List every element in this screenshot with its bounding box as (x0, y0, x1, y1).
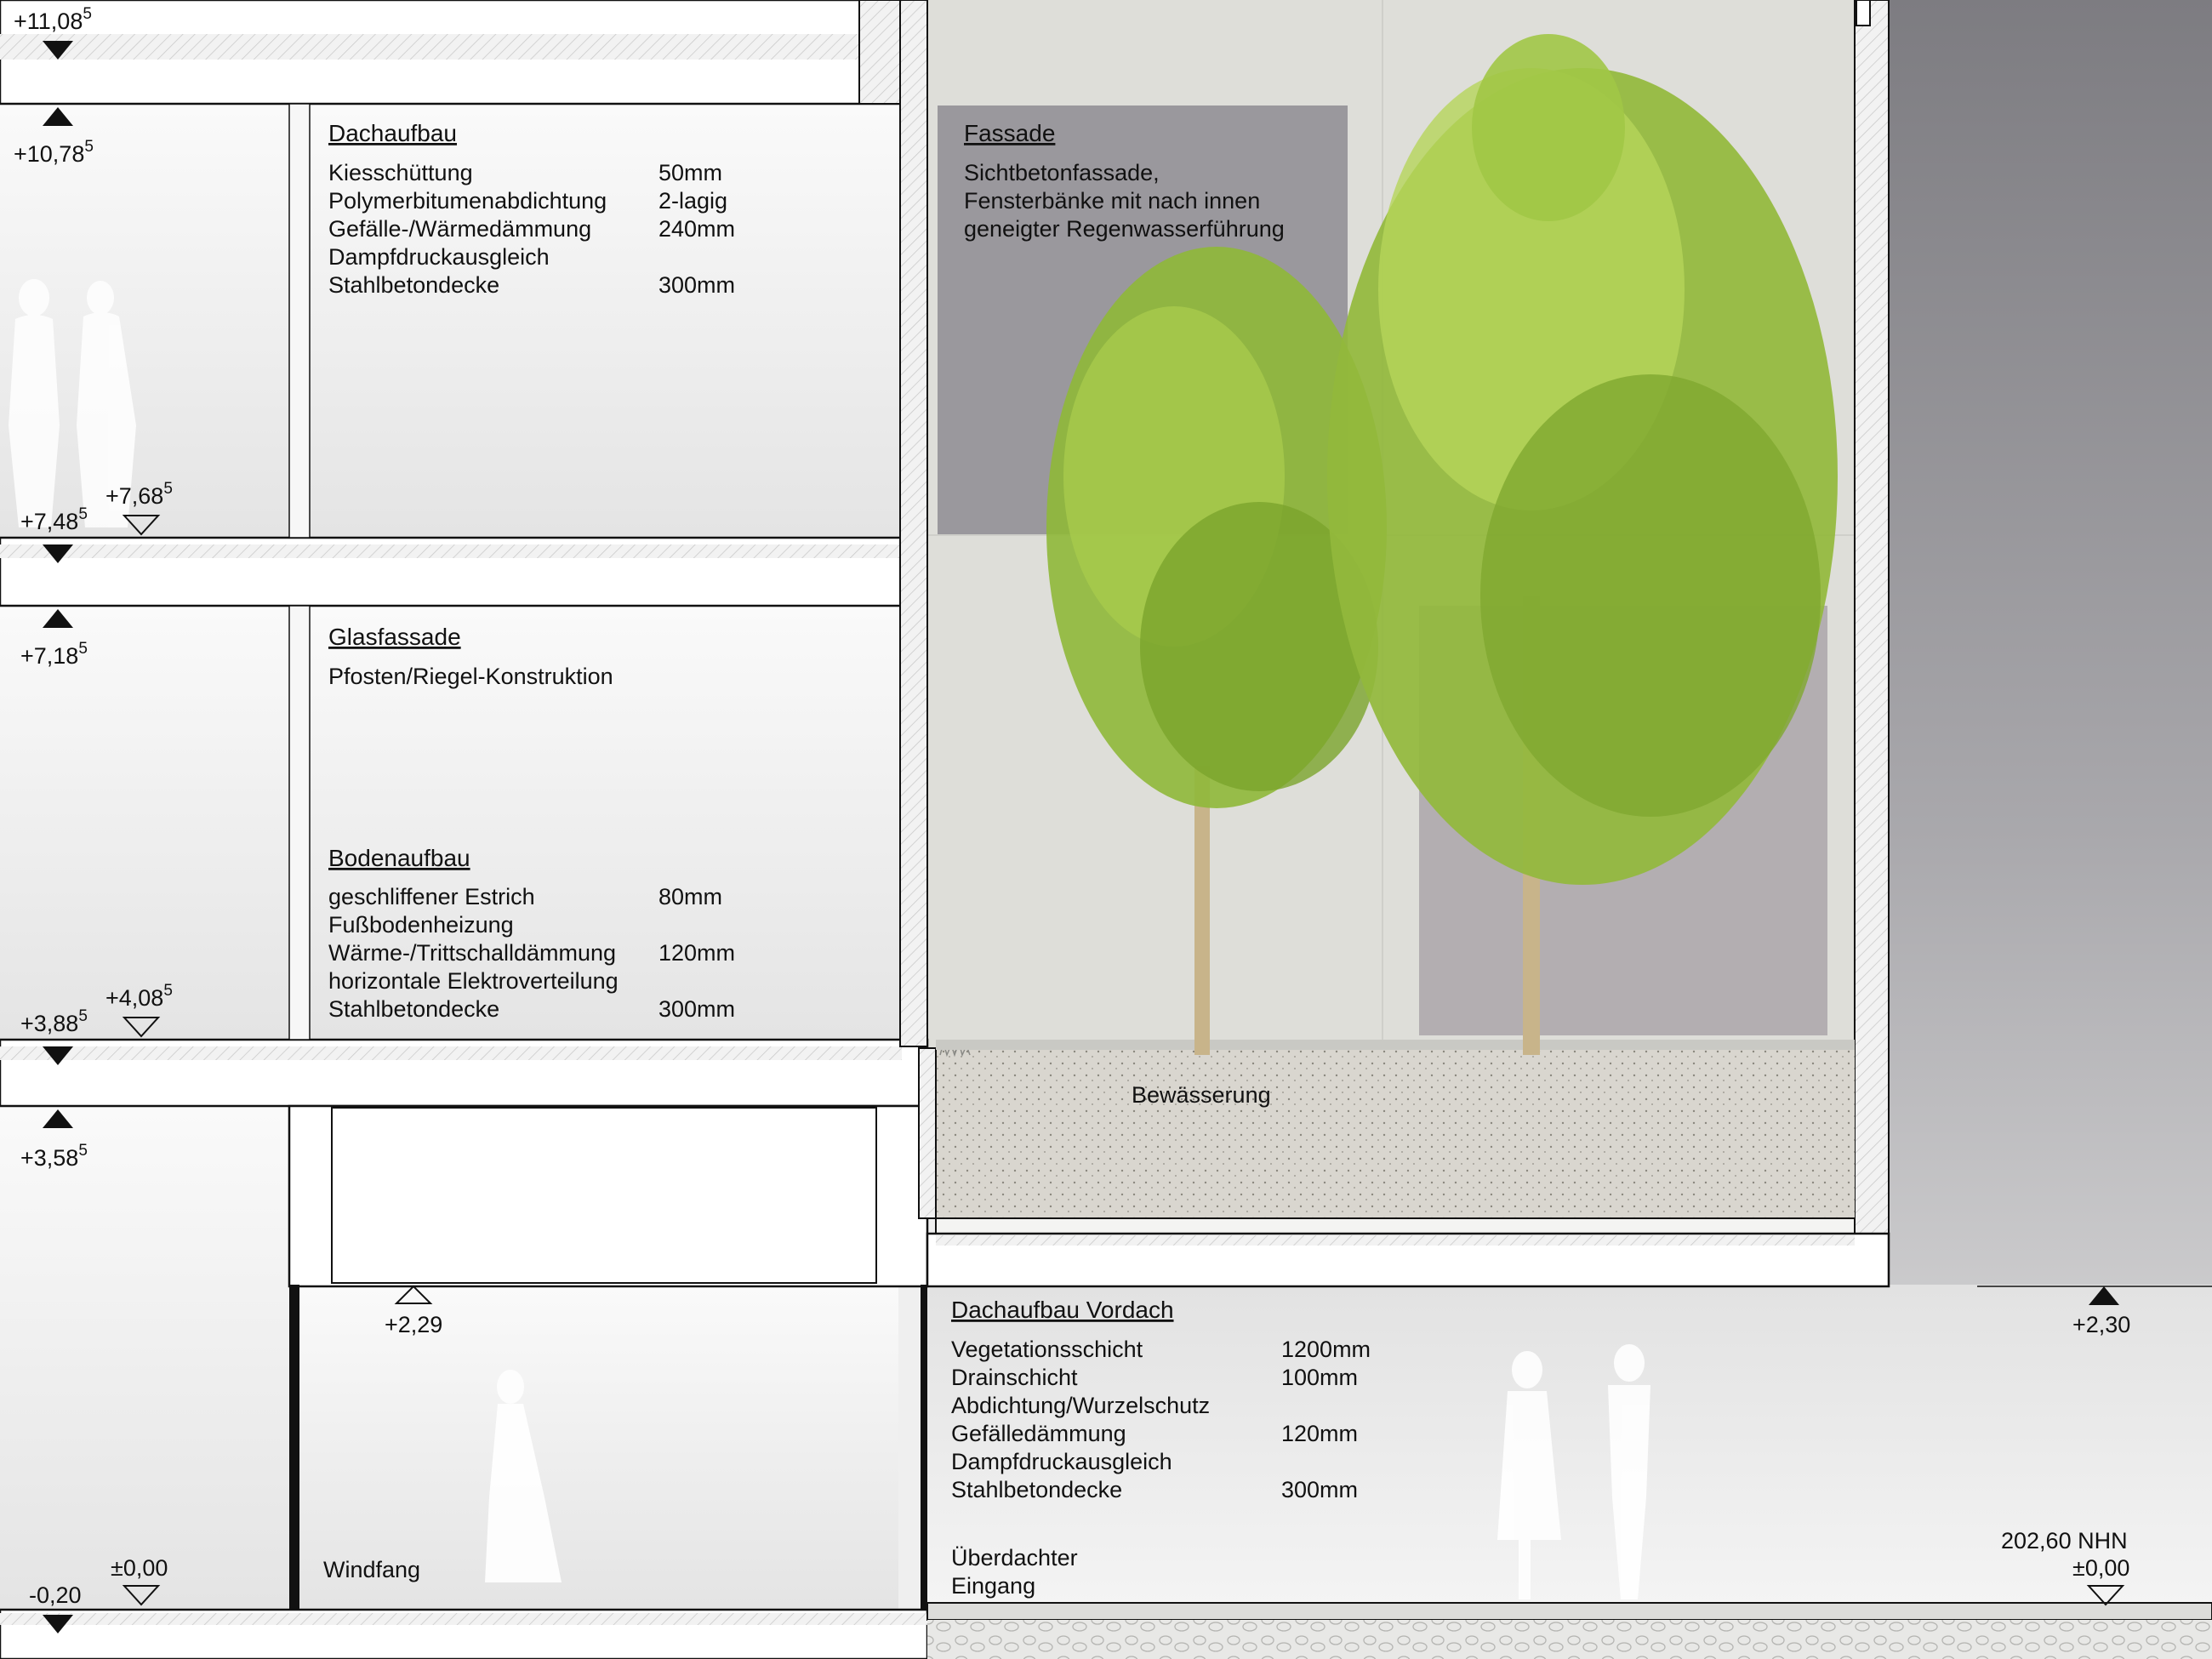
outdoor-background (927, 1285, 2212, 1608)
note-fassade-line: Sichtbetonfassade, (964, 160, 1160, 185)
glass-facade-line (900, 0, 927, 1046)
note-row-value: 300mm (658, 272, 736, 298)
note-row-value: 1200mm (1281, 1337, 1371, 1362)
note-row-label: Kiesschüttung (328, 160, 473, 185)
facade-mullion-1 (289, 606, 310, 1040)
level-nhn-line1: 202,60 NHN (2001, 1528, 2128, 1554)
planter-soil (936, 1048, 1855, 1218)
note-row-label: horizontale Elektroverteilung (328, 968, 619, 994)
note-row-label: geschliffener Estrich (328, 884, 535, 909)
label-entrance-line1: Überdachter (951, 1545, 1078, 1571)
note-row-label: Gefälle-/Wärmedämmung (328, 216, 592, 242)
note-row-label: Stahlbetondecke (328, 272, 500, 298)
note-fassade-line: Fensterbänke mit nach innen (964, 188, 1261, 214)
note-row-value: 50mm (658, 160, 723, 185)
note-row-value: 80mm (658, 884, 723, 909)
label-entrance-line2: Eingang (951, 1573, 1036, 1599)
note-row-label: Drainschicht (951, 1365, 1078, 1390)
roof-insulation (0, 34, 859, 60)
level-ground-raw: -0,20 (29, 1582, 82, 1608)
left-column (289, 1285, 299, 1625)
note-glasfassade-title: Glasfassade (328, 624, 461, 650)
note-row-value: 240mm (658, 216, 736, 242)
note-row-label: Gefälledämmung (951, 1421, 1126, 1446)
floor-screed-2 (0, 544, 902, 558)
note-row-label: Dampfdruckausgleich (951, 1449, 1172, 1474)
note-row-value: 100mm (1281, 1365, 1359, 1390)
note-row-value: 120mm (1281, 1421, 1359, 1446)
level-ground-finish: ±0,00 (111, 1555, 168, 1581)
grass-band (936, 1040, 1855, 1050)
level-ceiling-1: $+7,18^5$ (20, 640, 88, 669)
note-bewaesserung: Bewässerung (1132, 1082, 1271, 1108)
note-row-value: 300mm (658, 996, 736, 1022)
note-row-label: Polymerbitumenabdichtung (328, 188, 607, 214)
planter-left-wall (919, 1048, 936, 1218)
note-row-label: Stahlbetondecke (951, 1477, 1123, 1502)
level-canopy-underside: +2,29 (385, 1312, 443, 1337)
note-bodenaufbau-title: Bodenaufbau (328, 845, 470, 871)
note-row-label: Wärme-/Trittschalldämmung (328, 940, 617, 966)
note-row-value: 2-lagig (658, 188, 728, 214)
level-ceiling-0: $+3,58^5$ (20, 1142, 88, 1171)
right-wall-cap-top (1856, 0, 1870, 26)
level-outer-right: +2,30 (2072, 1312, 2131, 1337)
level-floor-2-finish: $+7,68^5$ (105, 480, 173, 509)
ground-screed (0, 1613, 927, 1625)
note-row-label: Stahlbetondecke (328, 996, 500, 1022)
note-fassade-title: Fassade (964, 120, 1056, 146)
note-row-label: Fußbodenheizung (328, 912, 514, 938)
note-dachaufbau-title: Dachaufbau (328, 120, 458, 146)
floor-screed-1 (0, 1046, 902, 1060)
room-ground-left (0, 1106, 289, 1610)
note-vordach-title: Dachaufbau Vordach (951, 1297, 1174, 1323)
right-wall (1855, 0, 1889, 1286)
outdoor-gravel (927, 1620, 2212, 1659)
note-fassade-line: geneigter Regenwasserführung (964, 216, 1285, 242)
facade-mullion-2 (289, 104, 310, 538)
note-row-value: 120mm (658, 940, 736, 966)
drain-layer (936, 1218, 1855, 1234)
note-glasfassade-text: Pfosten/Riegel-Konstruktion (328, 664, 613, 689)
level-floor-1-finish: $+4,08^5$ (105, 982, 173, 1011)
level-nhn-line2: ±0,00 (2072, 1555, 2130, 1581)
note-row-label: Abdichtung/Wurzelschutz (951, 1393, 1211, 1418)
beam-opening (332, 1108, 876, 1283)
outdoor-paving (927, 1603, 2212, 1620)
note-row-label: Dampfdruckausgleich (328, 244, 550, 270)
level-floor-2-raw: $+7,48^5$ (20, 505, 88, 534)
level-top-roof: $+11,08^5$ (14, 5, 92, 34)
label-windfang: Windfang (323, 1557, 421, 1582)
level-ceiling-2: $+10,78^5$ (14, 138, 94, 167)
entrance-glass (921, 1285, 927, 1625)
note-row-value: 300mm (1281, 1477, 1359, 1502)
note-row-label: Vegetationsschicht (951, 1337, 1143, 1362)
level-floor-1-raw: $+3,88^5$ (20, 1007, 88, 1036)
canopy-insulation (936, 1235, 1855, 1246)
